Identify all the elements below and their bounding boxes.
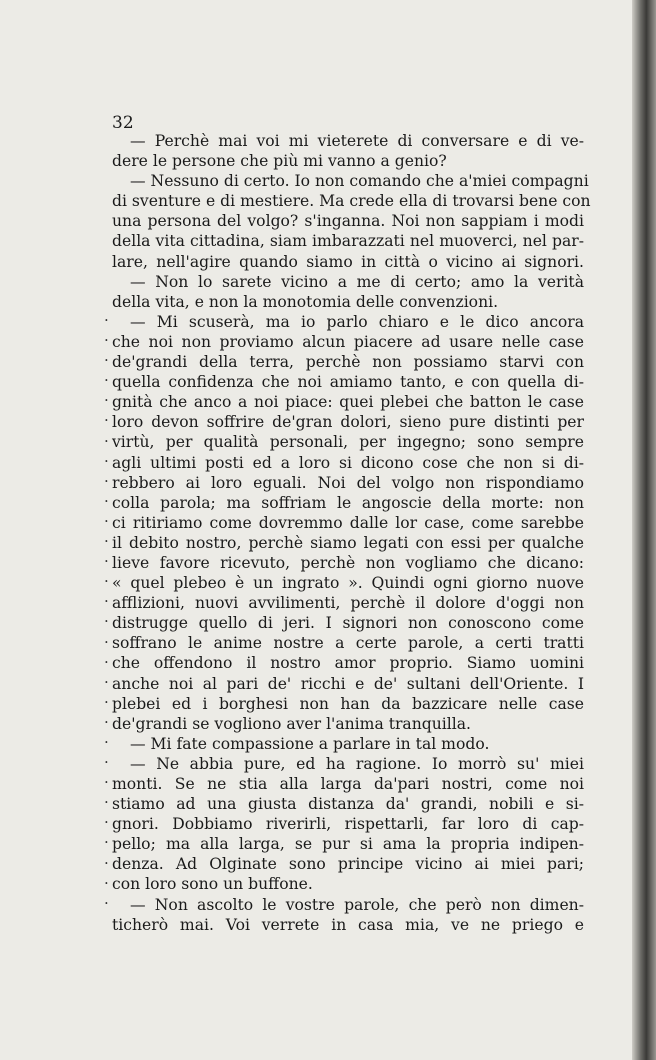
margin-mark: . <box>104 869 109 888</box>
text-line: virtù, per qualità personali, per ingegno; sono sempre <box>112 433 584 452</box>
margin-mark: . <box>104 507 109 526</box>
text-line: monti. Se ne stia alla larga da'pari nostri, come noi <box>112 775 584 793</box>
text-line: de'grandi se vogliono aver l'anima tranquilla. <box>112 714 472 733</box>
margin-mark: . <box>104 728 109 747</box>
margin-mark: . <box>104 487 109 506</box>
margin-mark: . <box>104 427 109 446</box>
text-line: quella confidenza che noi amiamo tanto, e con quella di- <box>112 373 584 392</box>
text-line: ci ritiriamo come dovremmo dalle lor case, come sarebbe <box>112 513 584 532</box>
text-line: denza. Ad Olginate sono principe vicino ai miei pari; <box>112 855 584 874</box>
text-line: della vita cittadina, siam imbarazzati nel muoverci, nel par- <box>112 232 584 251</box>
text-line: lare, nell'agire quando siamo in città o vicino ai signori. <box>112 252 584 271</box>
margin-mark: . <box>104 769 109 788</box>
margin-mark: . <box>104 347 109 366</box>
margin-mark: . <box>104 327 109 346</box>
margin-mark: . <box>104 608 109 627</box>
text-line: gnori. Dobbiamo riverirli, rispettarli, far loro di cap- <box>112 815 584 834</box>
text-line: anche noi al pari de' ricchi e de' sultani dell'Oriente. I <box>112 674 584 693</box>
margin-mark: . <box>104 387 109 406</box>
text-line: rebbero ai loro eguali. Noi del volgo non rispondiamo <box>112 473 584 492</box>
margin-mark: . <box>104 467 109 486</box>
margin-mark: . <box>104 648 109 667</box>
margin-mark: . <box>104 688 109 707</box>
text-line: di sventure e di mestiere. Ma crede ella di trovarsi bene con <box>112 192 591 211</box>
text-line: soffrano le anime nostre a certe parole, a certi tratti <box>112 634 584 653</box>
margin-mark: . <box>104 568 109 587</box>
margin-mark: . <box>104 528 109 547</box>
text-line: lieve favore ricevuto, perchè non vogliamo che dicano: <box>112 553 584 572</box>
text-line: pello; ma alla larga, se pur si ama la propria indipen- <box>112 835 584 854</box>
text-line: — Ne abbia pure, ed ha ragione. Io morrò su' miei <box>130 754 584 773</box>
page-edge-shadow <box>632 0 656 1060</box>
text-line: agli ultimi posti ed a loro si dicono cose che non si di- <box>112 453 584 472</box>
margin-mark: . <box>104 749 109 768</box>
text-line: gnità che anco a noi piace: quei plebei che batton le case <box>112 393 584 412</box>
margin-mark: . <box>104 809 109 828</box>
margin-mark: . <box>104 849 109 868</box>
margin-mark: . <box>104 789 109 808</box>
text-line: « quel plebeo è un ingrato ». Quindi ogni giorno nuove <box>112 574 584 593</box>
margin-mark: . <box>104 628 109 647</box>
text-line: con loro sono un buffone. <box>112 875 313 894</box>
margin-mark: . <box>104 708 109 727</box>
page-number: 32 <box>112 113 134 133</box>
text-line: una persona del volgo? s'inganna. Noi non sappiam i modi <box>112 212 584 231</box>
text-line: — Non ascolto le vostre parole, che però non dimen- <box>130 895 584 914</box>
margin-mark: . <box>104 889 109 908</box>
margin-marks <box>104 306 114 909</box>
text-line: — Mi scuserà, ma io parlo chiaro e le dico ancora <box>130 312 584 331</box>
text-line: della vita, e non la monotomia delle convenzioni. <box>112 292 499 311</box>
margin-mark: . <box>104 668 109 687</box>
margin-mark: . <box>104 307 109 325</box>
text-line: il debito nostro, perchè siamo legati con essi per qualche <box>112 533 584 552</box>
margin-mark: . <box>104 367 109 386</box>
margin-mark: . <box>104 548 109 567</box>
text-line: distrugge quello di jeri. I signori non conoscono come <box>112 614 584 633</box>
text-line: plebei ed i borghesi non han da bazzicare nelle case <box>112 694 584 713</box>
margin-mark: . <box>104 447 109 466</box>
text-line: — Nessuno di certo. Io non comando che a'miei compagni <box>130 172 589 191</box>
text-line: — Non lo sarete vicino a me di certo; amo la verità <box>130 272 584 291</box>
text-line: colla parola; ma soffriam le angoscie della morte: non <box>112 493 584 512</box>
margin-mark: . <box>104 407 109 426</box>
margin-mark: . <box>104 829 109 848</box>
text-line: che noi non proviamo alcun piacere ad usare nelle case <box>112 332 584 351</box>
text-line: che offendono il nostro amor proprio. Siamo uomini <box>112 654 584 673</box>
text-line: ticherò mai. Voi verrete in casa mia, ve ne priego e <box>112 915 584 934</box>
text-line: stiamo ad una giusta distanza da' grandi, nobili e si- <box>112 795 584 814</box>
text-line: — Perchè mai voi mi vieterete di conversare e di ve- <box>130 132 584 150</box>
margin-mark: . <box>104 588 109 607</box>
text-line: de'grandi della terra, perchè non possiamo starvi con <box>112 353 584 372</box>
text-line: — Mi fate compassione a parlare in tal modo. <box>130 734 490 753</box>
body-text <box>112 131 591 935</box>
text-line: loro devon soffrire de'gran dolori, sieno pure distinti per <box>112 413 584 432</box>
text-line: afflizioni, nuovi avvilimenti, perchè il dolore d'oggi non <box>112 594 584 613</box>
text-line: dere le persone che più mi vanno a genio? <box>112 152 447 171</box>
